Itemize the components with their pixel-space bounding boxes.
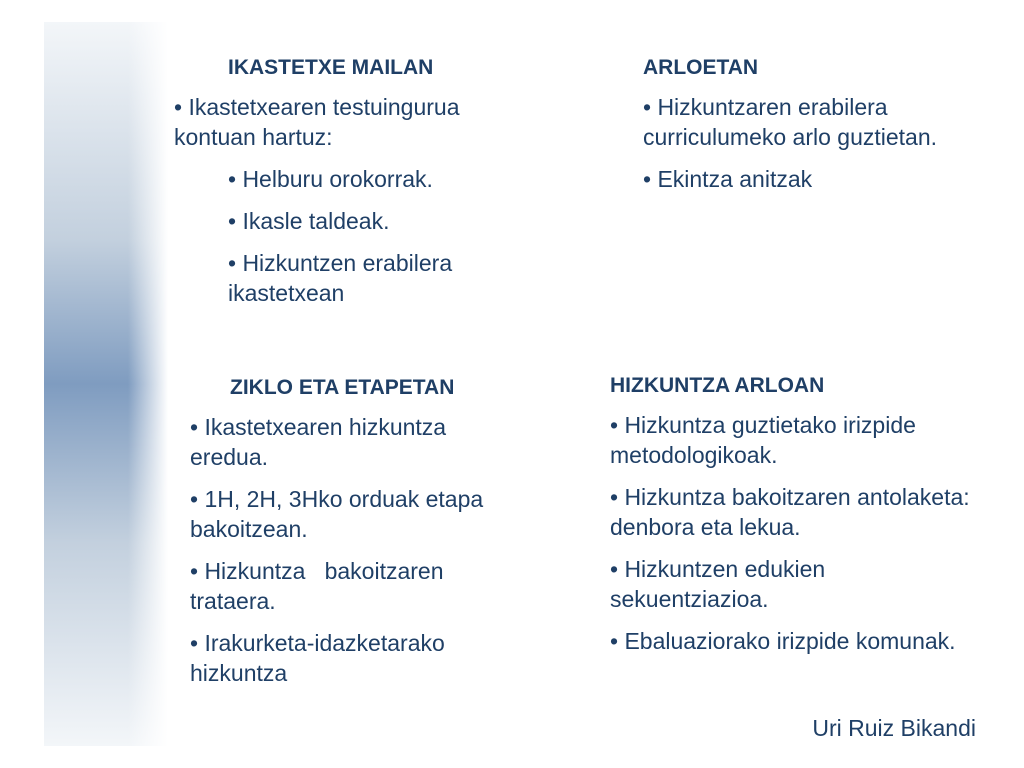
zikloa-item: • 1H, 2H, 3Hko orduak etapa bakoitzean. bbox=[190, 486, 484, 542]
zikloa-item: • Irakurketa-idazketarako hizkuntza bbox=[190, 630, 445, 686]
hizkuntza-arloan-heading: HIZKUNTZA ARLOAN bbox=[610, 374, 825, 397]
ikastetxe-item: • Ikasle taldeak. bbox=[228, 208, 390, 234]
arloetan-section bbox=[643, 54, 943, 206]
hizkuntza-arloan-section bbox=[610, 372, 983, 668]
ikastetxe-heading: IKASTETXE MAILAN bbox=[228, 56, 434, 79]
zikloa-item: • Ikastetxearen hizkuntza eredua. bbox=[190, 414, 447, 470]
hizkuntza-arloan-item: • Hizkuntzen edukien sekuentziazioa. bbox=[610, 556, 826, 612]
ikastetxe-lead: • Ikastetxearen testuingurua kontuan hartuz: bbox=[174, 94, 460, 150]
hizkuntza-arloan-item: • Hizkuntza guztietako irizpide metodologikoak. bbox=[610, 412, 916, 468]
zikloa-heading: ZIKLO ETA ETAPETAN bbox=[230, 376, 455, 399]
ikastetxe-item: • Hizkuntzen erabilera ikastetxean bbox=[228, 250, 453, 306]
arloetan-item: • Ekintza anitzak bbox=[643, 166, 813, 192]
decorative-side-band bbox=[44, 22, 168, 746]
author-name: Uri Ruiz Bikandi bbox=[812, 715, 976, 741]
arloetan-heading: ARLOETAN bbox=[643, 56, 759, 79]
hizkuntza-arloan-item: • Ebaluaziorako irizpide komunak. bbox=[610, 628, 956, 654]
zikloa-section bbox=[190, 374, 530, 700]
zikloa-item: • Hizkuntza bakoitzaren trataera. bbox=[190, 558, 450, 614]
hizkuntza-arloan-item: • Hizkuntza bakoitzaren antolaketa: denbora eta lekua. bbox=[610, 484, 983, 540]
ikastetxe-section bbox=[174, 54, 544, 320]
arloetan-item: • Hizkuntzaren erabilera curriculumeko arlo guztietan. bbox=[643, 94, 938, 150]
ikastetxe-item: • Helburu orokorrak. bbox=[228, 166, 433, 192]
